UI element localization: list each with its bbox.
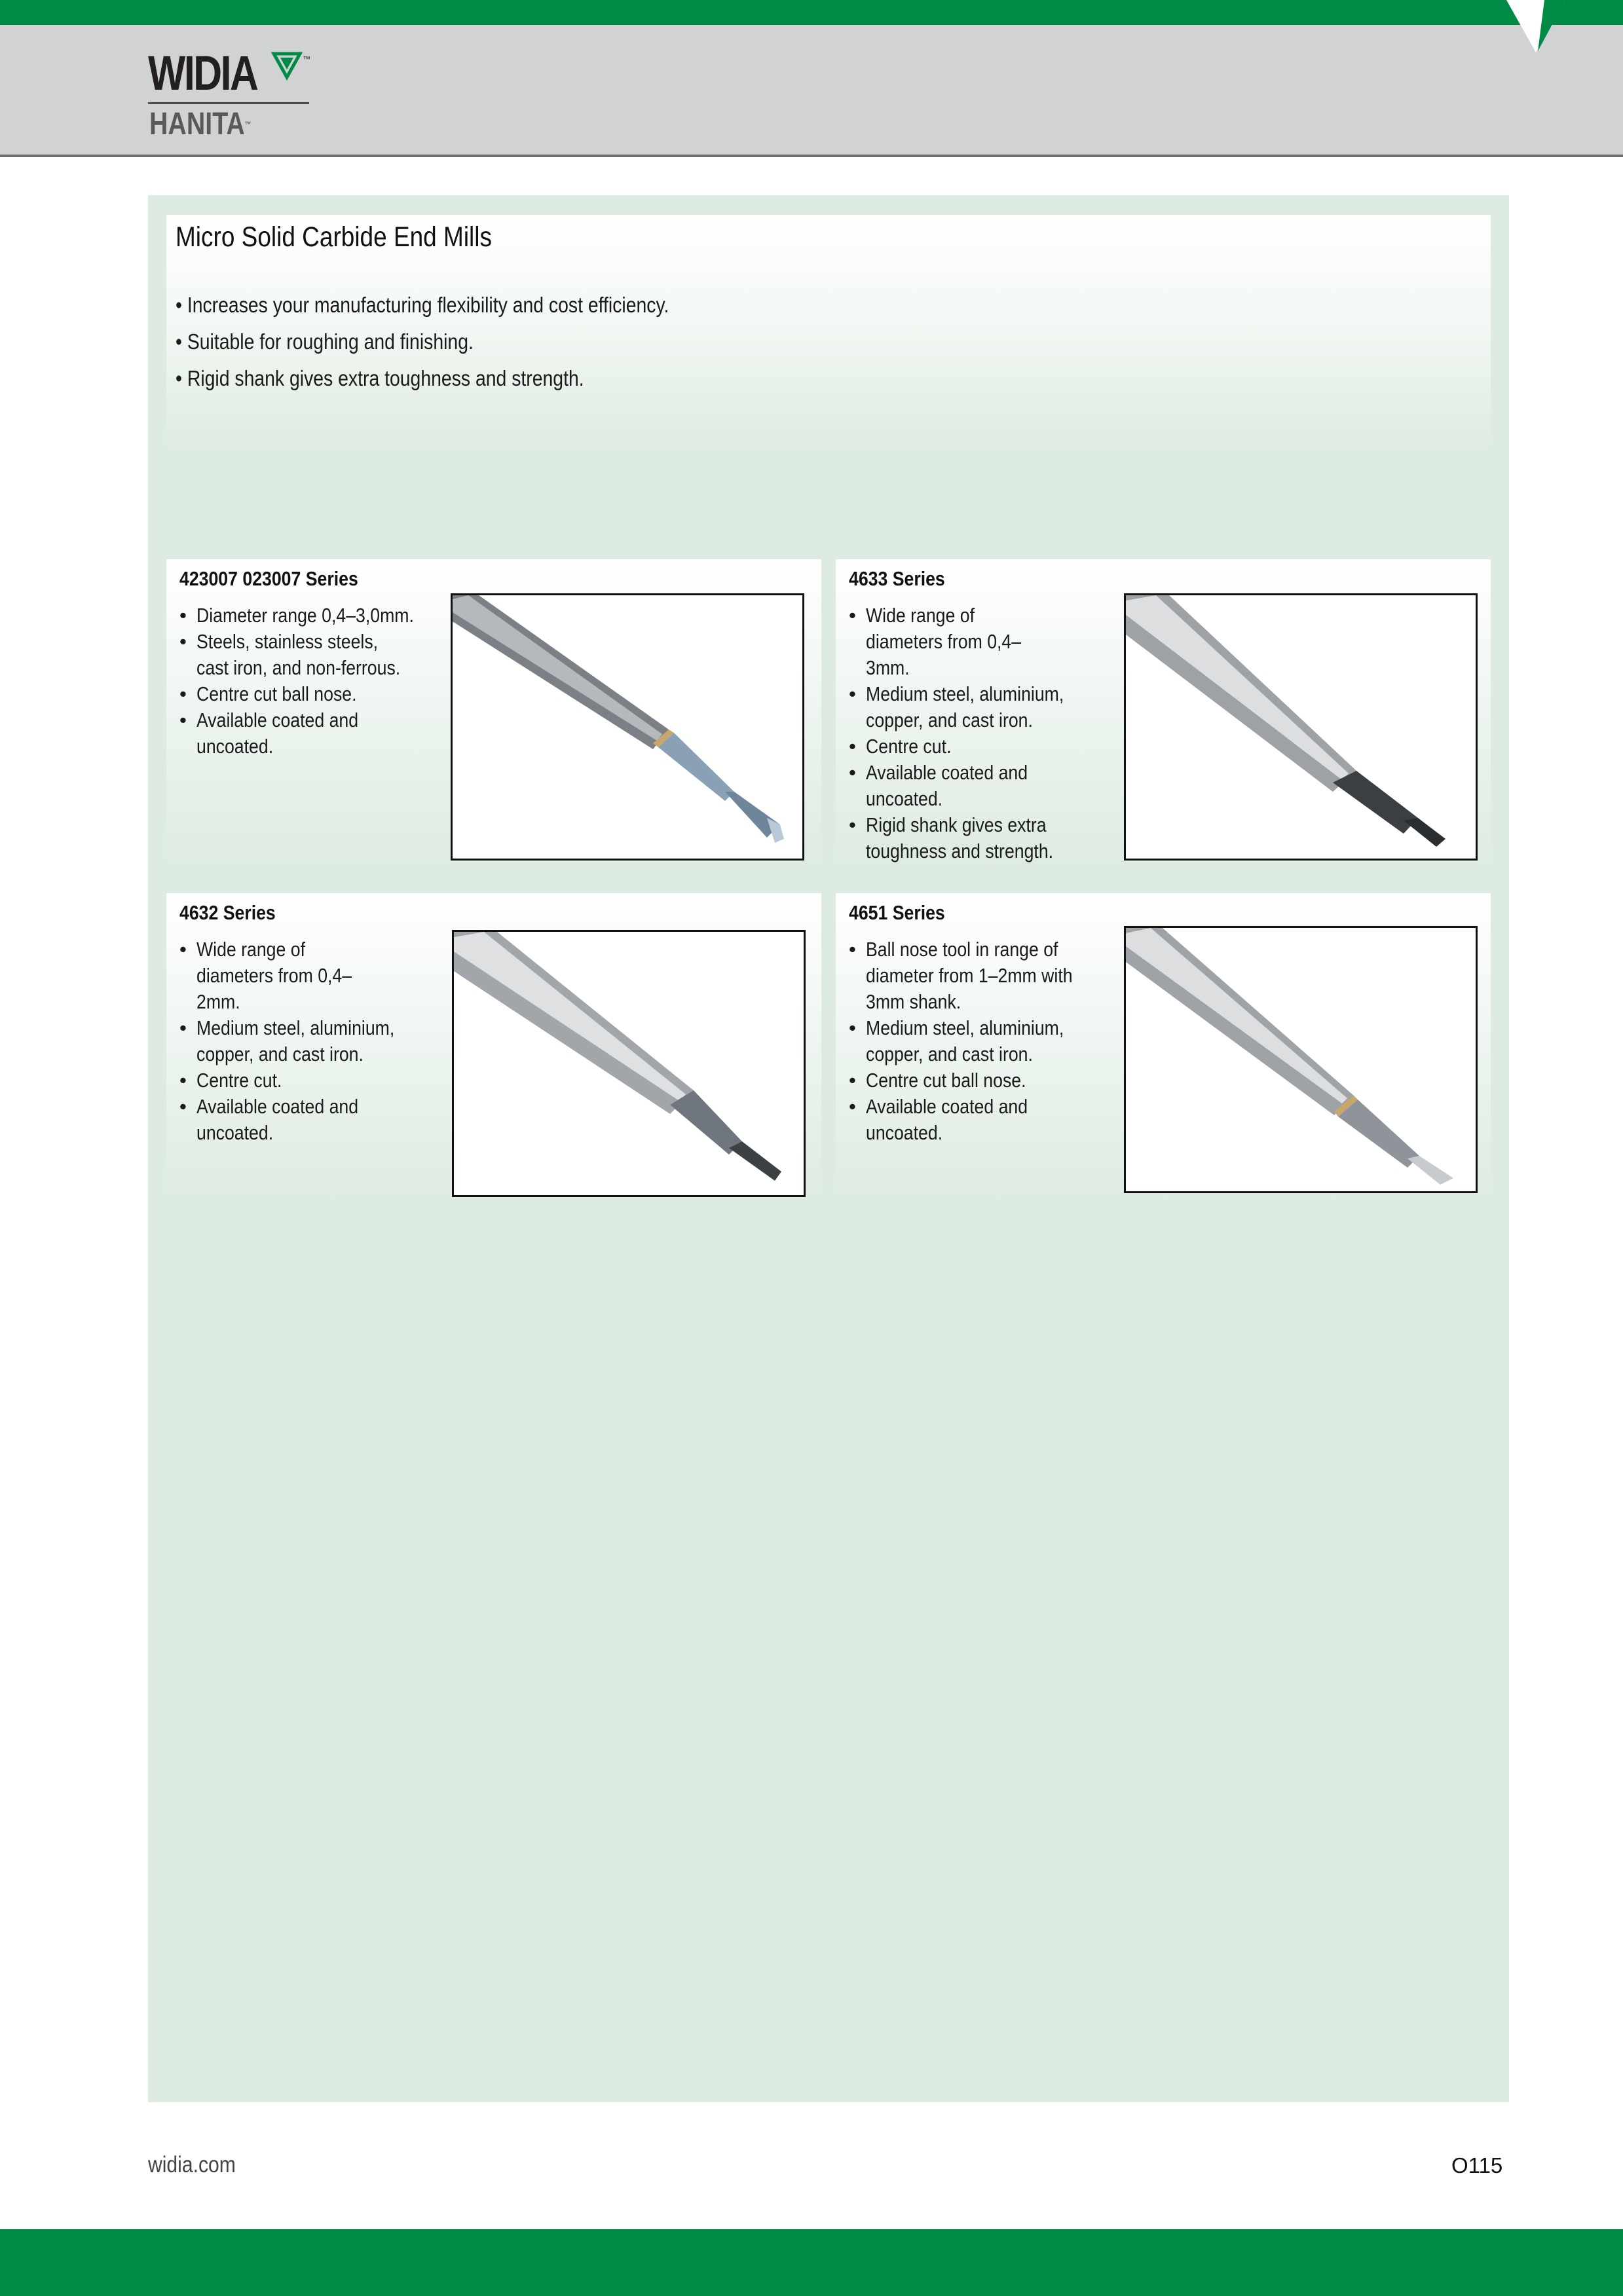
series-bullet: • Medium steel, aluminium, copper, and cast iron. xyxy=(179,1015,507,1067)
widia-hanita-logo xyxy=(148,47,318,145)
series-bullet: • Centre cut. xyxy=(849,733,1176,760)
page-number: O115 xyxy=(1451,2153,1503,2177)
intro-bullet: • Increases your manufacturing flexibility and cost efficiency. xyxy=(176,293,669,317)
series-bullet: • Centre cut. xyxy=(179,1067,507,1094)
series-bullet: • Centre cut ball nose. xyxy=(179,681,507,707)
intro-bullet: • Suitable for roughing and finishing. xyxy=(176,329,474,354)
series-card-4633 xyxy=(836,559,1491,867)
bottom-green-bar xyxy=(0,2229,1623,2296)
page-title: Micro Solid Carbide End Mills xyxy=(176,221,492,253)
series-bullet: • Rigid shank gives extra toughness and strength. xyxy=(849,812,1176,864)
series-bullet: • Steels, stainless steels, cast iron, and non-ferrous. xyxy=(179,629,507,681)
series-bullet: • Available coated and uncoated. xyxy=(179,1094,507,1146)
series-card-423007 xyxy=(166,559,821,867)
series-title: 4633 Series xyxy=(849,567,945,590)
series-title: 423007 023007 Series xyxy=(179,567,358,590)
logo-divider xyxy=(148,102,309,104)
series-bullet: • Available coated and uncoated. xyxy=(179,707,507,760)
end-mill-photo xyxy=(1124,593,1478,861)
series-card-4632 xyxy=(166,893,821,1201)
corner-notch-icon xyxy=(1506,0,1565,52)
end-mill-photo xyxy=(452,930,806,1197)
widia-triangle-logo-icon xyxy=(271,51,310,81)
series-bullet: • Wide range of diameters from 0,4–3mm. xyxy=(849,602,1176,681)
end-mill-photo xyxy=(1124,926,1478,1193)
end-mill-photo xyxy=(451,593,804,861)
intro-bullet-list xyxy=(176,287,749,397)
series-bullet: • Wide range of diameters from 0,4–2mm. xyxy=(179,936,507,1015)
series-bullet: • Centre cut ball nose. xyxy=(849,1067,1176,1094)
series-bullet: • Ball nose tool in range of diameter from 1–2mm with 3mm shank. xyxy=(849,936,1176,1015)
series-bullet: • Available coated and uncoated. xyxy=(849,1094,1176,1146)
intro-box xyxy=(166,215,1491,451)
svg-text:™: ™ xyxy=(303,54,310,64)
footer-website: widia.com xyxy=(148,2152,236,2177)
series-title: 4632 Series xyxy=(179,901,276,924)
logo-widia-text: WIDIA xyxy=(148,46,257,100)
series-bullet: • Medium steel, aluminium, copper, and cast iron. xyxy=(849,1015,1176,1067)
series-bullet: • Diameter range 0,4–3,0mm. xyxy=(179,602,507,629)
series-bullet: • Available coated and uncoated. xyxy=(849,760,1176,812)
series-title: 4651 Series xyxy=(849,901,945,924)
top-green-bar xyxy=(0,0,1623,25)
intro-bullet: • Rigid shank gives extra toughness and strength. xyxy=(176,366,584,390)
logo-hanita-text: HANITA™ xyxy=(149,107,252,141)
content-panel xyxy=(148,195,1509,2102)
series-card-4651 xyxy=(836,893,1491,1201)
series-bullet: • Medium steel, aluminium, copper, and cast iron. xyxy=(849,681,1176,733)
